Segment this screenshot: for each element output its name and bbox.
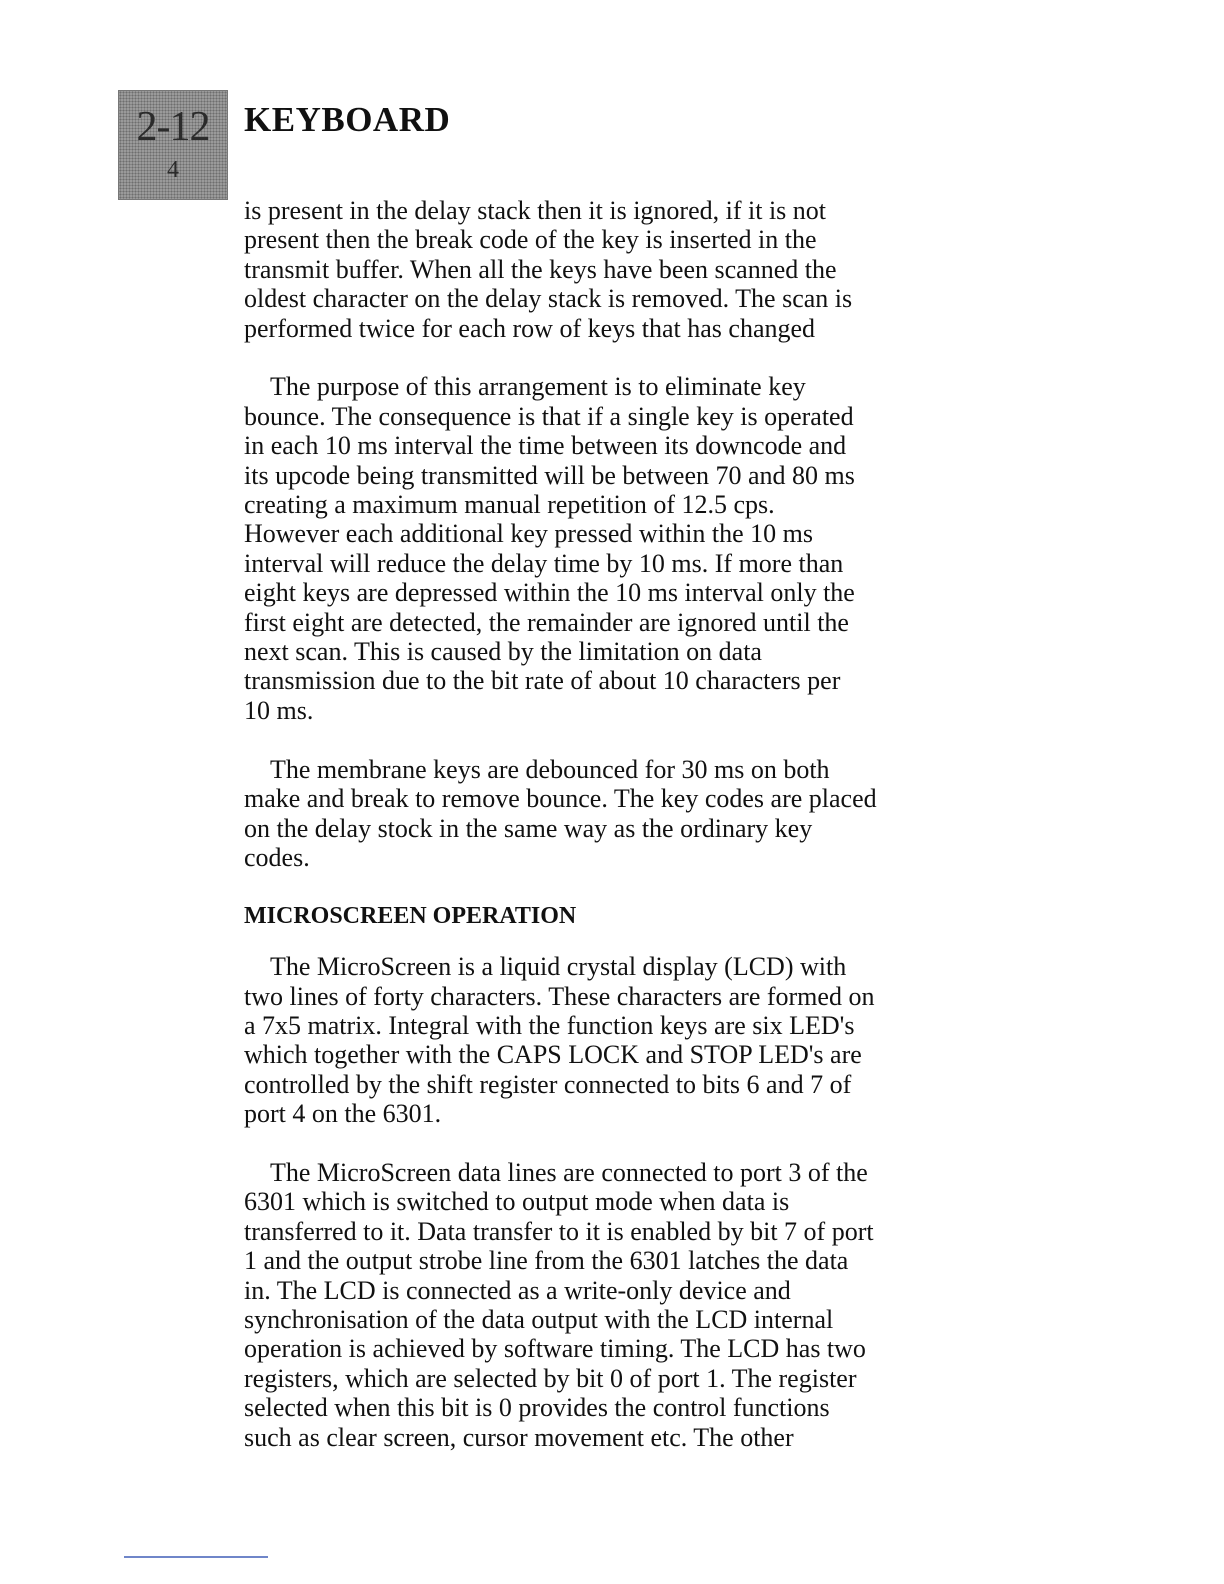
page-number: 2-12 [136,104,210,150]
page-title: KEYBOARD [244,100,451,139]
page-sub-number: 4 [167,157,179,183]
paragraph-microscreen-lcd: The MicroScreen is a liquid crystal display (LCD) with two lines of forty characters. These characters are formed on a 7x5 matrix. Integral with the function keys are six LED's which together with the CAPS LOCK and STOP LED's are controlled by the shift register connected to bits 6 and 7 of port 4 on the 6301. [244,952,875,1129]
paragraph-membrane-keys: The membrane keys are debounced for 30 ms on both make and break to remove bounce. The key codes are placed on the delay stock in the same way as the ordinary key codes. [244,754,877,872]
section-heading-microscreen: MICROSCREEN OPERATION [244,902,577,929]
paragraph-key-bounce: The purpose of this arrangement is to eliminate key bounce. The consequence is that if a single key is operated in each 10 ms interval the time between its downcode and its upcode being transmitted will be between 70 and 80 ms creating a maximum manual repetition of 12.5 cps. However each additional key pressed within the 10 ms interval will reduce the delay time by 10 ms. If more than eight keys are depressed within the 10 ms interval only the first eight are detected, the remainder are ignored until the next scan. This is caused by the limitation on data transmission due to the bit rate of about 10 characters per 10 ms. [244,372,855,725]
paragraph-microscreen-data-lines: The MicroScreen data lines are connected to port 3 of the 6301 which is switched to output mode when data is transferred to it. Data transfer to it is enabled by bit 7 of port 1 and the output strobe line from the 6301 latches the data in. The LCD is connected as a write-only device and synchronisation of the data output with the LCD internal operation is achieved by software timing. The LCD has two registers, which are selected by bit 0 of port 1. The register selected when this bit is 0 provides the control functions such as clear screen, cursor movement etc. The other [244,1157,874,1452]
body-text [244,196,1004,1481]
footer-rule [124,1556,268,1558]
paragraph-continuation: is present in the delay stack then it is ignored, if it is not present then the break code of the key is inserted in the transmit buffer. When all the keys have been scanned the oldest character on the delay stack is removed. The scan is performed twice for each row of keys that has changed [244,196,853,343]
page-number-tab [118,90,228,200]
